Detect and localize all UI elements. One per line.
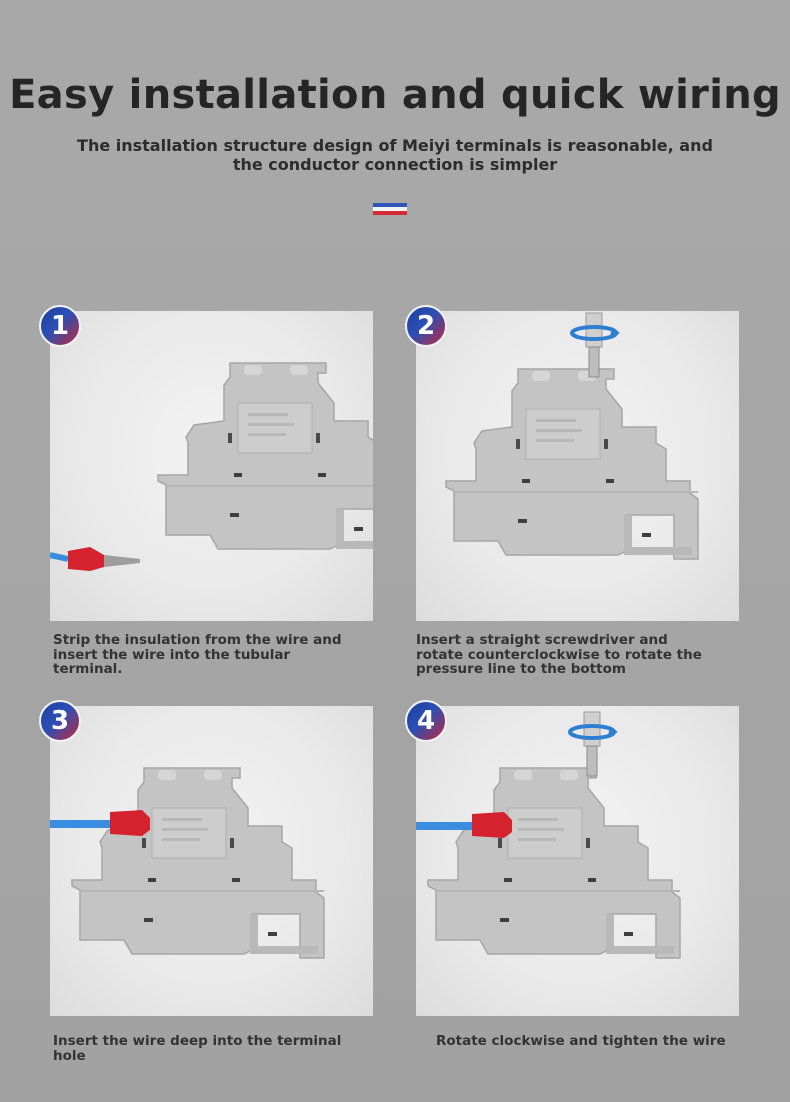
terminal-block-illustration xyxy=(416,311,739,621)
terminal-block-illustration xyxy=(50,311,373,621)
step-2-badge: 2 xyxy=(405,305,447,347)
step-4-image xyxy=(416,706,739,1016)
step-4-caption: Rotate clockwise and tighten the wire xyxy=(436,1033,726,1049)
step-3-image xyxy=(50,706,373,1016)
step-3-caption: Insert the wire deep into the terminal hole xyxy=(53,1033,342,1064)
page-title: Easy installation and quick wiring xyxy=(9,72,781,118)
step-3-badge: 3 xyxy=(39,700,81,742)
accent-flag xyxy=(373,203,407,215)
terminal-block-illustration xyxy=(50,706,373,1016)
step-1-caption: Strip the insulation from the wire and insert the wire into the tubular terminal. xyxy=(53,632,342,677)
step-2-caption: Insert a straight screwdriver and rotate counterclockwise to rotate the pressure line to the bottom xyxy=(416,632,702,677)
terminal-block-illustration xyxy=(416,706,739,1016)
step-1-badge: 1 xyxy=(39,305,81,347)
step-1-image xyxy=(50,311,373,621)
step-2-image xyxy=(416,311,739,621)
step-4-badge: 4 xyxy=(405,700,447,742)
page-subtitle: The installation structure design of Meiyi terminals is reasonable, and the conductor connection is simpler xyxy=(77,136,713,174)
